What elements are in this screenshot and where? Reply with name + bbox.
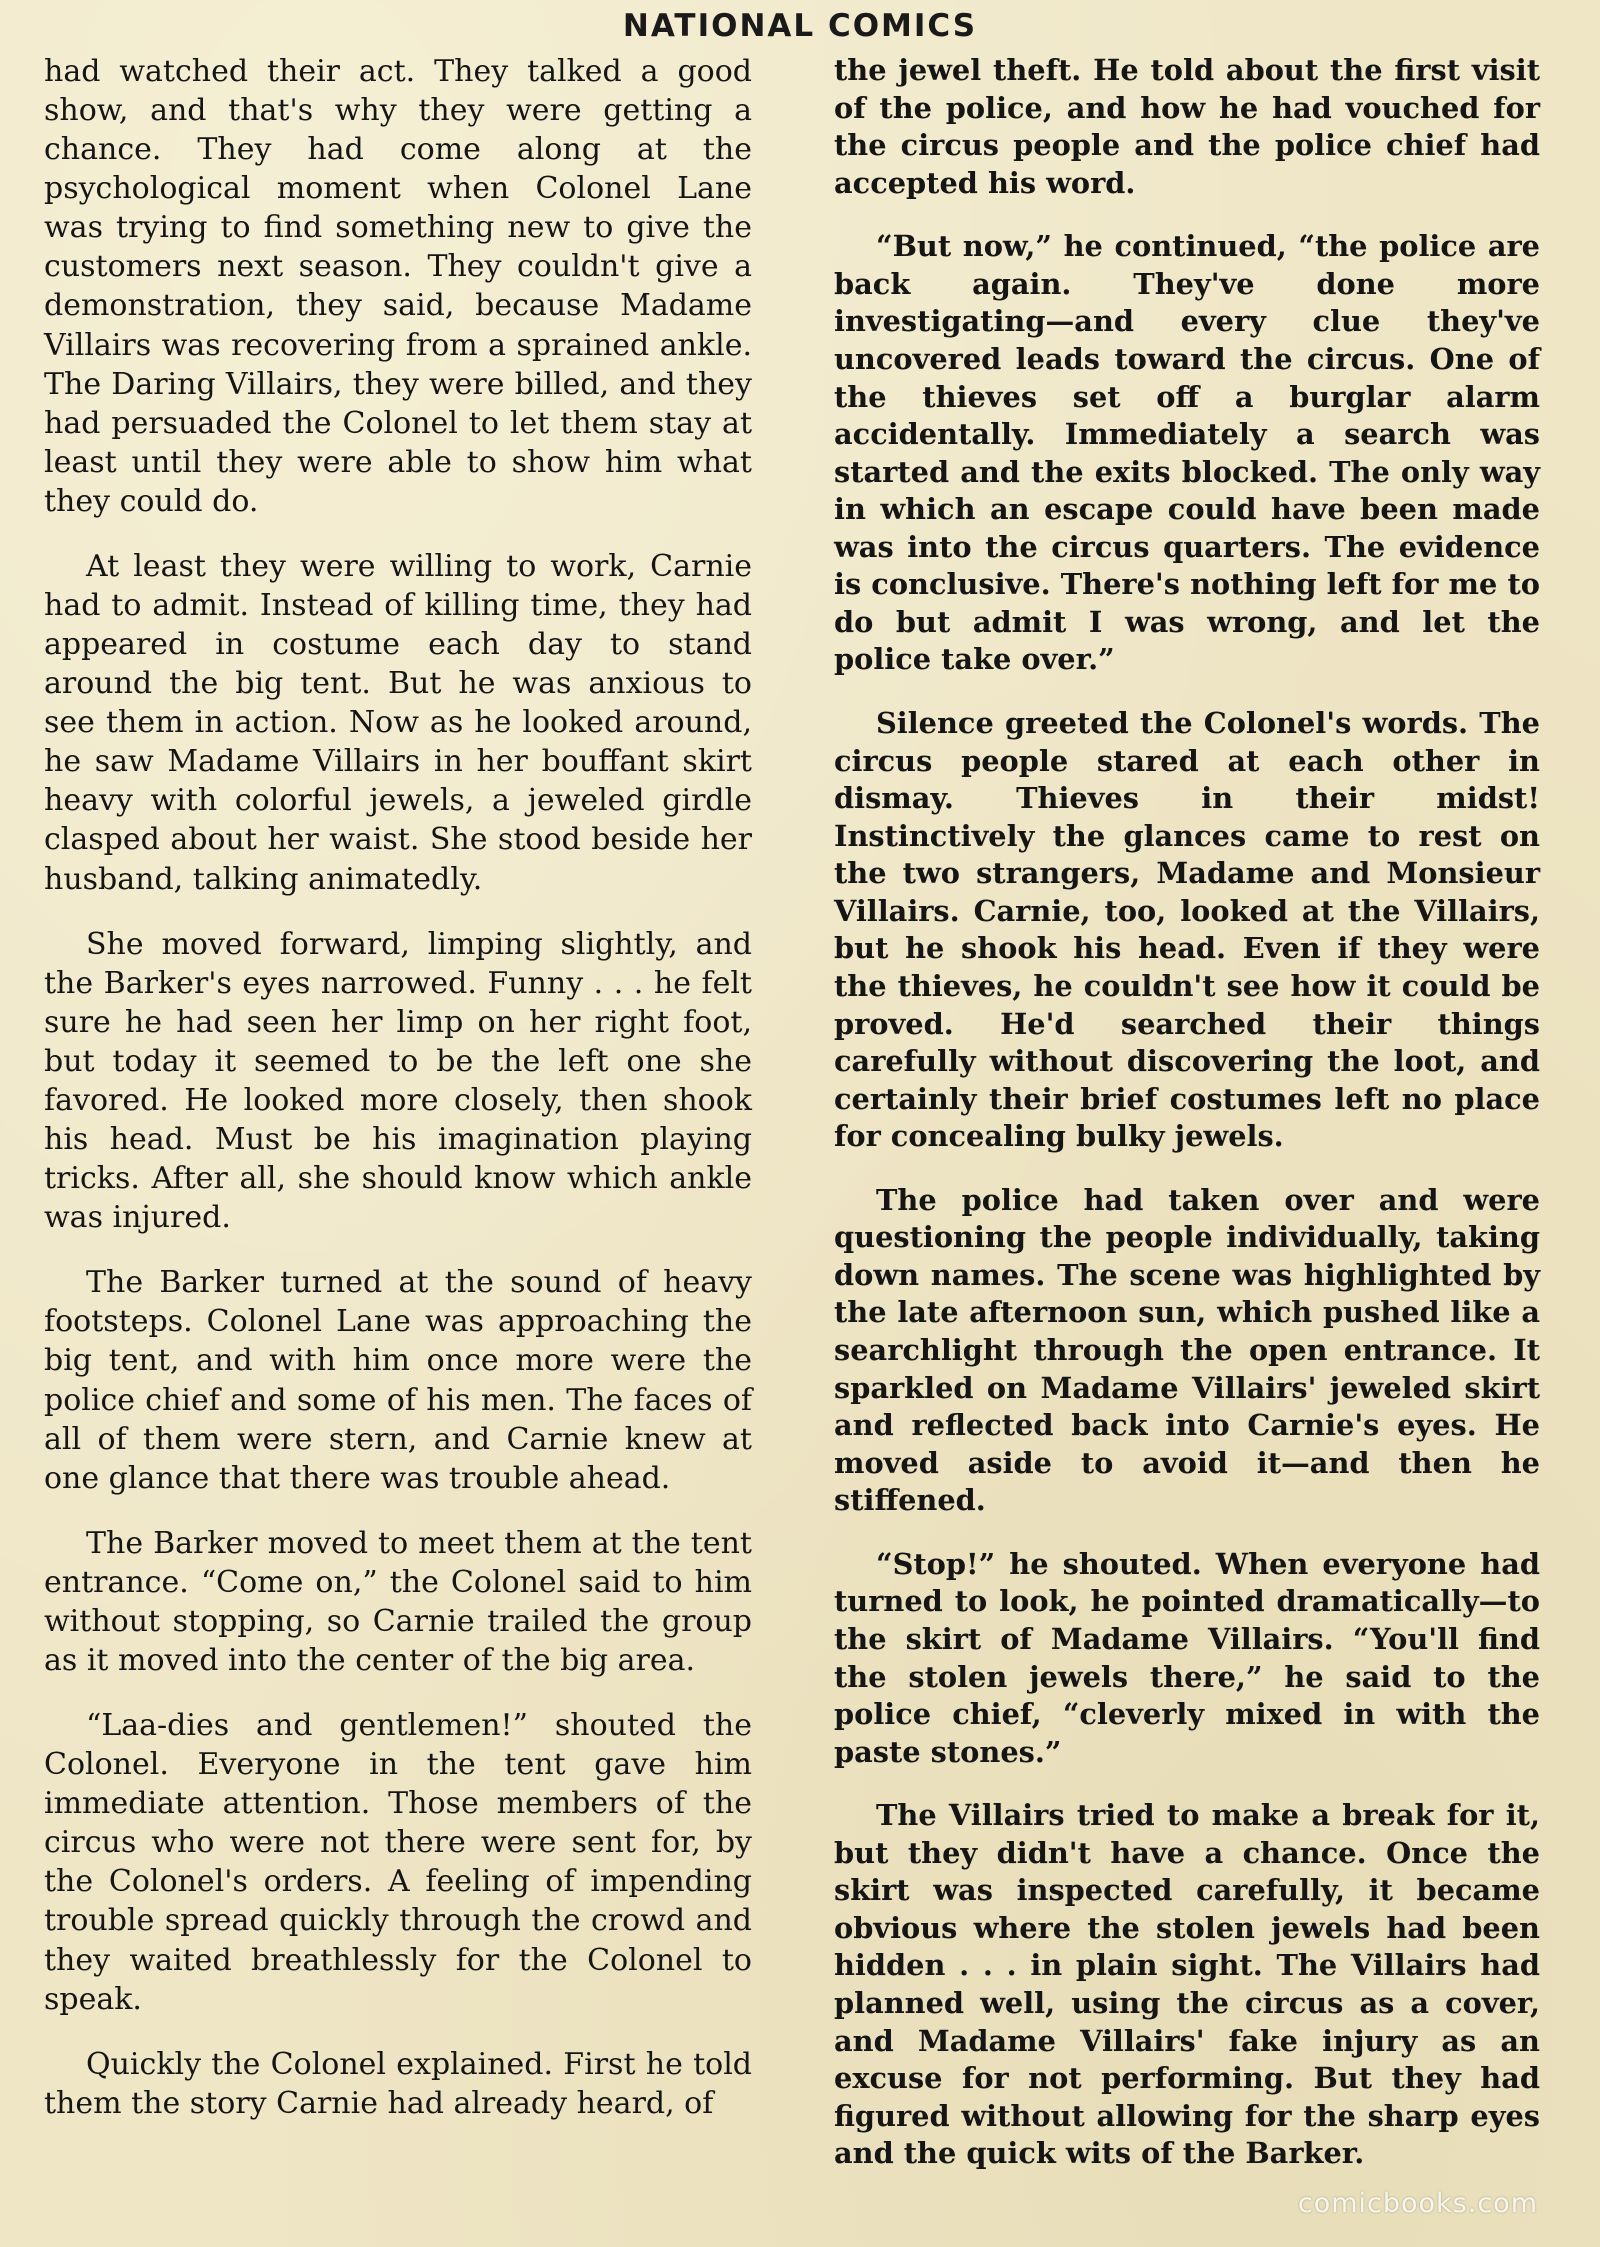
- right-column: [834, 52, 1540, 2199]
- paragraph: “Stop!” he shouted. When everyone had turned to look, he pointed dramatically—to the skirt of Madame Villairs. “You'll find the stolen jewels there,” he said to the police chief, “cleverly mixed in with the paste stones.”: [834, 1546, 1540, 1769]
- paragraph: At least they were willing to work, Carnie had to admit. Instead of killing time, they had appeared in costume each day to stand around the big tent. But he was anxious to see them in action. Now as he looked around, he saw Madame Villairs in her bouffant skirt heavy with colorful jewels, a jeweled girdle clasped about her waist. She stood beside her husband, talking animatedly.: [44, 548, 752, 897]
- paragraph: The Villairs tried to make a break for it, but they didn't have a chance. Once the skirt was inspected carefully, it became obvious where the stolen jewels had been hidden . . . in plain sight. The Villairs had planned well, using the circus as a cover, and Madame Villairs' fake injury as an excuse for not performing. But they had figured without allowing for the sharp eyes and the quick wits of the Barker.: [834, 1798, 1540, 2171]
- paragraph: The police had taken over and were questioning the people individually, taking down names. The scene was highlighted by the late afternoon sun, which pushed like a searchlight through the open entrance. It sparkled on Madame Villairs' jeweled skirt and reflected back into Carnie's eyes. He moved aside to avoid it—and then he stiffened.: [834, 1182, 1540, 1518]
- left-column: [44, 52, 752, 2149]
- paragraph: “But now,” he continued, “the police are back again. They've done more investigating—and every clue they've uncovered leads toward the circus. One of the thieves set off a burglar alarm accidentally. Immediately a search was started and the exits blocked. The only way in which an escape could have been made was into the circus quarters. The evidence is conclusive. There's nothing left for me to do but admit I was wrong, and let the police take over.”: [834, 229, 1540, 677]
- paragraph: the jewel theft. He told about the first visit of the police, and how he had vouched for the circus people and the police chief had accepted his word.: [834, 53, 1540, 200]
- paragraph: She moved forward, limping slightly, and the Barker's eyes narrowed. Funny . . . he felt sure he had seen her limp on her right foot, but today it seemed to be the left one she favored. He looked more closely, then shook his head. Must be his imagination playing tricks. After all, she should know which ankle was injured.: [44, 926, 752, 1236]
- paragraph: Quickly the Colonel explained. First he told them the story Carnie had already heard, of: [44, 2046, 752, 2121]
- paragraph: had watched their act. They talked a good show, and that's why they were getting a chance. They had come along at the psychological moment when Colonel Lane was trying to find something new to give the customers next season. They couldn't give a demonstration, they said, because Madame Villairs was recovering from a sprained ankle. The Daring Villairs, they were billed, and they had persuaded the Colonel to let them stay at least until they were able to show him what they could do.: [44, 54, 752, 519]
- paragraph: “Laa-dies and gentlemen!” shouted the Colonel. Everyone in the tent gave him immediate attention. Those members of the circus who were not there were sent for, by the Colonel's orders. A feeling of impending trouble spread quickly through the crowd and they waited breathlessly for the Colonel to speak.: [44, 1708, 752, 2017]
- page-header: NATIONAL COMICS: [622, 8, 978, 44]
- paragraph: Silence greeted the Colonel's words. The circus people stared at each other in dismay. Thieves in their midst! Instinctively the glances came to rest on the two strangers, Madame and Monsieur Villairs. Carnie, too, looked at the Villairs, but he shook his head. Even if they were the thieves, he couldn't see how it could be proved. He'd searched their things carefully without discovering the loot, and certainly their brief costumes left no place for concealing bulky jewels.: [834, 706, 1540, 1154]
- paragraph: The Barker turned at the sound of heavy footsteps. Colonel Lane was approaching the big tent, and with him once more were the police chief and some of his men. The faces of all of them were stern, and Carnie knew at one glance that there was trouble ahead.: [44, 1265, 752, 1496]
- site-watermark: comicbooks.com: [1297, 2188, 1538, 2219]
- paragraph: The Barker moved to meet them at the tent entrance. “Come on,” the Colonel said to him without stopping, so Carnie trailed the group as it moved into the center of the big area.: [44, 1525, 752, 1678]
